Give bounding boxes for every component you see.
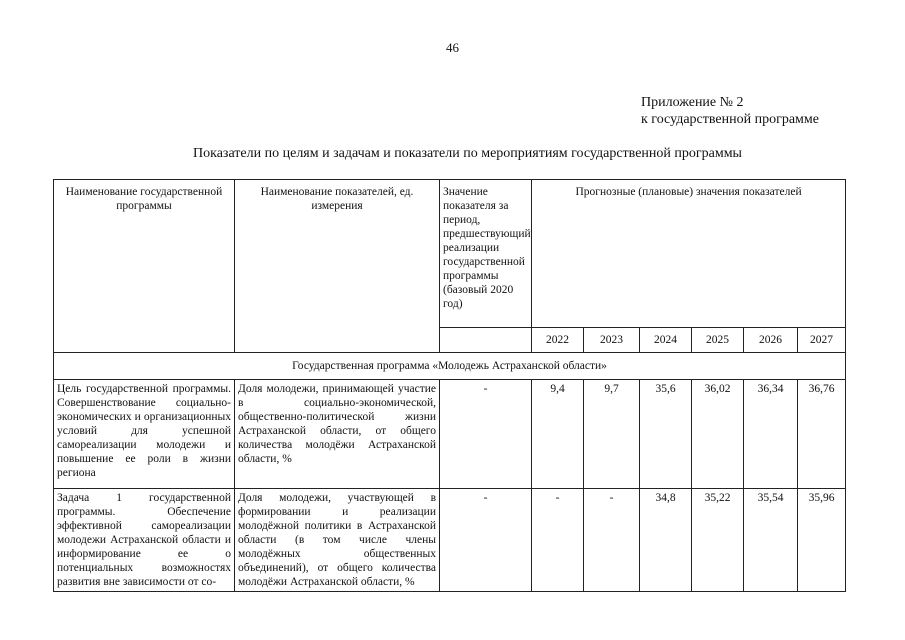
header-indicator-name: Наименование показателей, ед. измерения [235,180,440,353]
years-row-blank [440,328,532,353]
row-prior-value: - [440,489,532,592]
value-2027: 36,76 [798,380,846,489]
appendix-line-2: к государственной программе [641,112,819,127]
value-2022: 9,4 [532,380,584,489]
indicators-table [53,179,846,592]
appendix-line-1: Приложение № 2 [641,95,744,110]
value-2027: 35,96 [798,489,846,592]
value-2023: - [584,489,640,592]
value-2023: 9,7 [584,380,640,489]
year-2027: 2027 [798,328,846,353]
table-row [54,380,846,489]
row-program-name: Задача 1 государственной программы. Обеспечение эффективной самореализации молодежи Астраханской области и информирование ее о потенциальных возможностях развития вне зависимости от со- [54,489,235,592]
value-2026: 36,34 [744,380,798,489]
header-prior-value: Значение показателя за период, предшествующий реализации государственной программы (базовый 2020 год) [440,180,532,328]
year-2026: 2026 [744,328,798,353]
year-2025: 2025 [692,328,744,353]
row-indicator: Доля молодежи, принимающей участие в социально-экономической, общественно-политической жизни Астраханской области, от общего количества молодёжи Астраханской области, % [235,380,440,489]
value-2022: - [532,489,584,592]
year-2023: 2023 [584,328,640,353]
year-2024: 2024 [640,328,692,353]
header-row [54,180,846,328]
table-row [54,489,846,592]
row-program-name: Цель государственной программы. Совершенствование социально-экономических и организационных условий для успешной самореализации молодежи и повышение ее роли в жизни региона [54,380,235,489]
header-program-name: Наименование государственной программы [54,180,235,353]
appendix-note [641,94,819,128]
page-number: 46 [446,40,459,55]
year-2022: 2022 [532,328,584,353]
document-title: Показатели по целям и задачам и показатели по мероприятиям государственной программы [193,146,742,161]
value-2025: 36,02 [692,380,744,489]
row-indicator: Доля молодежи, участвующей в формировании и реализации молодёжной политики в Астраханской области (в том числе члены молодёжных общественных объединений), от общего количества молодёжи Астраханской области, % [235,489,440,592]
value-2024: 35,6 [640,380,692,489]
row-prior-value: - [440,380,532,489]
value-2026: 35,54 [744,489,798,592]
value-2024: 34,8 [640,489,692,592]
section-row [54,353,846,380]
value-2025: 35,22 [692,489,744,592]
section-title: Государственная программа «Молодежь Астраханской области» [54,353,846,380]
header-forecast: Прогнозные (плановые) значения показателей [532,180,846,328]
